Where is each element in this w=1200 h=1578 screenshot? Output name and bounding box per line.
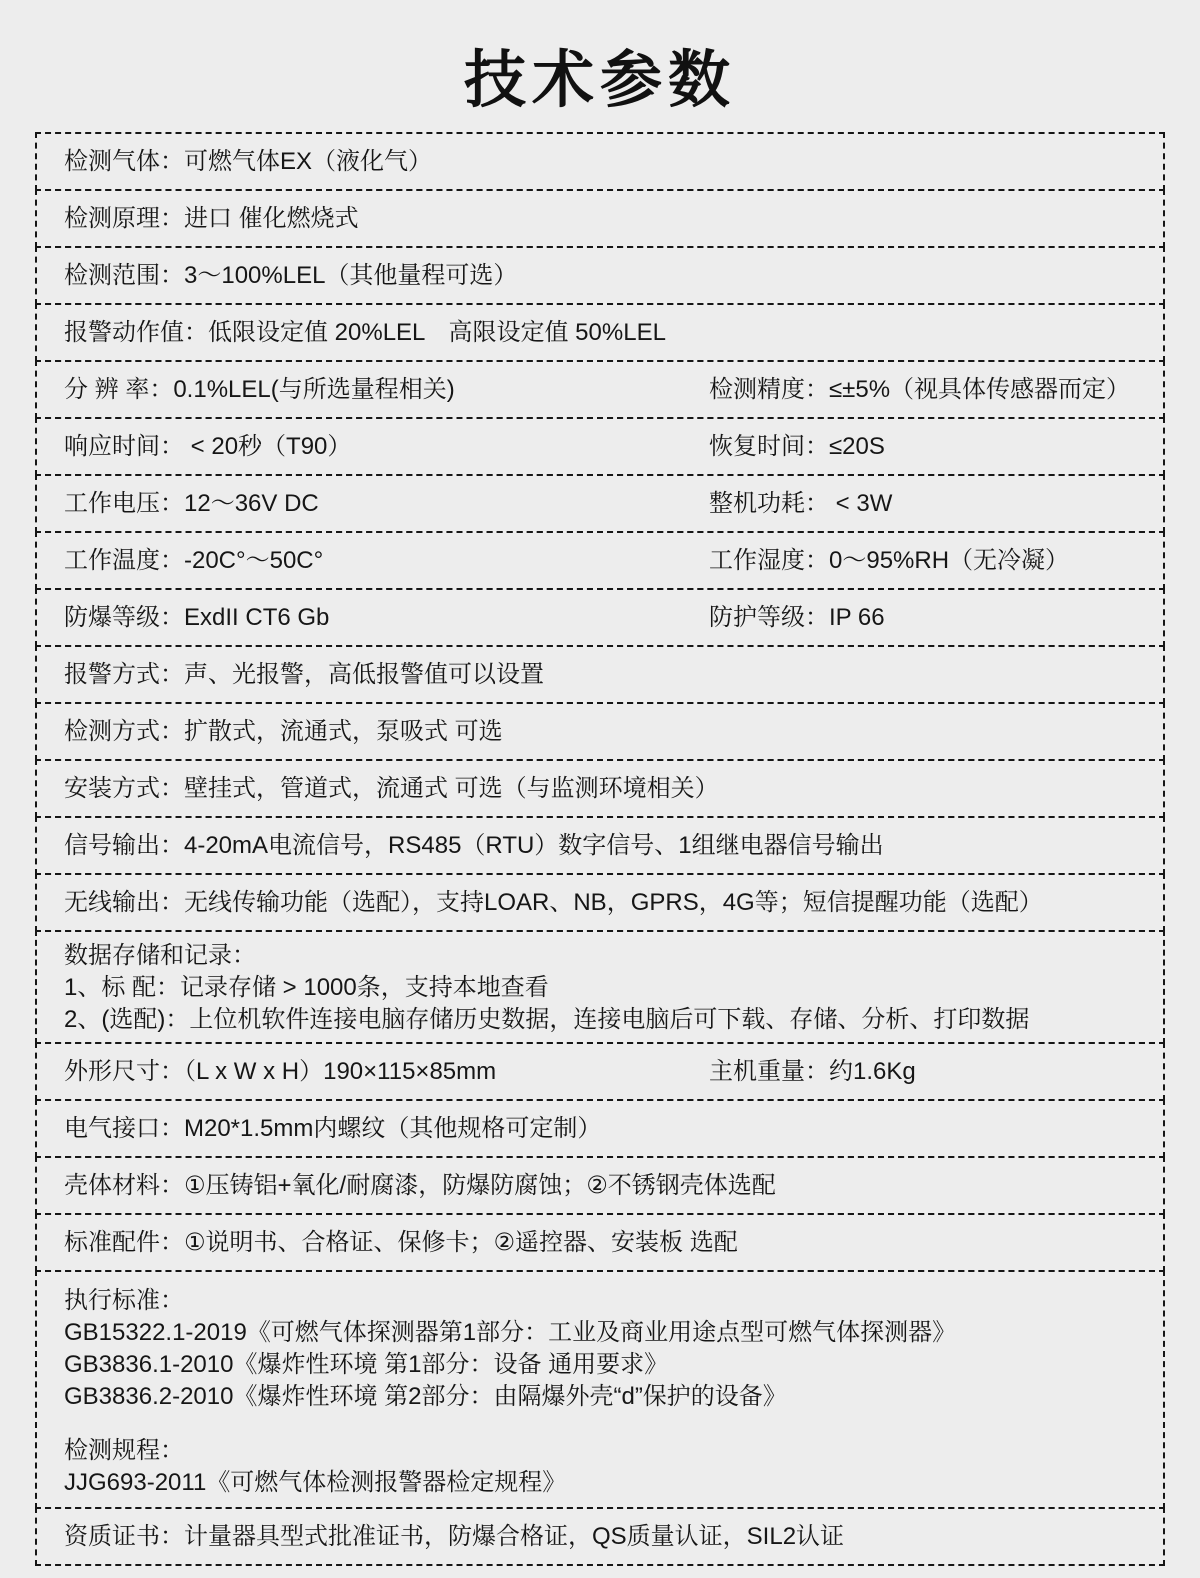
spec-row-alarm-setpoints	[35, 303, 1165, 362]
spec-text: 无线输出：无线传输功能（选配），支持LOAR、NB，GPRS，4G等；短信提醒功能（选配）	[64, 888, 1043, 916]
spec-row-signal-output	[35, 816, 1165, 875]
spec-text: 防护等级：IP 66	[709, 603, 885, 631]
spec-line: 数据存储和记录：	[64, 942, 256, 969]
spec-text: 壳体材料：①压铸铝+氧化/耐腐漆，防爆防腐蚀；②不锈钢壳体选配	[64, 1171, 776, 1199]
spec-row-wireless-output	[35, 873, 1165, 932]
spec-text: 报警方式：声、光报警，高低报警值可以设置	[64, 660, 544, 688]
spec-text: 外形尺寸：（L x W x H）190×115×85mm	[64, 1057, 497, 1085]
spec-text: 检测方式：扩散式，流通式，泵吸式 可选	[64, 717, 503, 745]
spec-text: 电气接口：M20*1.5mm内螺纹（其他规格可定制）	[64, 1114, 602, 1142]
spec-line: 检测规程：	[64, 1437, 184, 1464]
page-title: 技术参数	[463, 46, 736, 115]
spec-text: 标准配件：①说明书、合格证、保修卡；②遥控器、安装板 选配	[64, 1228, 738, 1256]
spec-row-detection-mode	[35, 702, 1165, 761]
spec-row-housing-material	[35, 1156, 1165, 1215]
spec-row-detected-gas	[35, 132, 1165, 191]
spec-text: 安装方式：壁挂式，管道式，流通式 可选（与监测环境相关）	[64, 774, 719, 802]
spec-row-response-recovery	[35, 417, 1165, 476]
spec-row-voltage-power	[35, 474, 1165, 533]
spec-row-electrical-interface	[35, 1099, 1165, 1158]
spec-row-installation-mode	[35, 759, 1165, 818]
spec-line: 1、标 配：记录存储 > 1000条，支持本地查看	[64, 974, 549, 1001]
spec-text: 恢复时间：≤20S	[709, 432, 885, 460]
spec-row-detection-principle	[35, 189, 1165, 248]
spec-text: 报警动作值：低限设定值 20%LEL 高限设定值 50%LEL	[64, 318, 666, 346]
spec-text: 资质证书：计量器具型式批准证书，防爆合格证，QS质量认证，SIL2认证	[64, 1522, 845, 1550]
spec-text: 工作温度：-20C°～50C°	[64, 546, 324, 574]
spec-line: GB3836.2-2010《爆炸性环境 第2部分：由隔爆外壳“d”保护的设备》	[64, 1383, 787, 1410]
spec-line: GB15322.1-2019《可燃气体探测器第1部分：工业及商业用途点型可燃气体探测器》	[64, 1319, 957, 1346]
spec-text: 分 辨 率：0.1%LEL(与所选量程相关)	[64, 375, 455, 403]
spec-row-temperature-humidity	[35, 531, 1165, 590]
spec-text: 响应时间： < 20秒（T90）	[64, 432, 352, 460]
spec-row-data-storage	[35, 930, 1165, 1044]
spec-text: 检测范围：3～100%LEL（其他量程可选）	[64, 261, 518, 289]
spec-line-spacer	[64, 1413, 1145, 1435]
spec-text: 检测精度：≤±5%（视具体传感器而定）	[709, 375, 1131, 403]
spec-text: 主机重量：约1.6Kg	[709, 1057, 916, 1085]
spec-text: 工作电压：12～36V DC	[64, 489, 319, 517]
spec-row-resolution-accuracy	[35, 360, 1165, 419]
spec-line: 执行标准：	[64, 1287, 184, 1314]
spec-text: 工作湿度：0～95%RH（无冷凝）	[709, 546, 1070, 574]
spec-text: 整机功耗： < 3W	[709, 489, 893, 517]
spec-row-dimensions-weight	[35, 1042, 1165, 1101]
spec-row-explosionproof-ip	[35, 588, 1165, 647]
spec-table	[35, 132, 1165, 1566]
spec-row-detection-range	[35, 246, 1165, 305]
spec-row-standards	[35, 1270, 1165, 1509]
spec-row-certificates	[35, 1507, 1165, 1566]
spec-text: 检测气体：可燃气体EX（液化气）	[64, 147, 433, 175]
spec-line: GB3836.1-2010《爆炸性环境 第1部分：设备 通用要求》	[64, 1351, 669, 1378]
spec-text: 防爆等级：ExdII CT6 Gb	[64, 603, 330, 631]
spec-text: 信号输出：4-20mA电流信号，RS485（RTU）数字信号、1组继电器信号输出	[64, 831, 884, 859]
spec-text: 检测原理：进口 催化燃烧式	[64, 204, 359, 232]
spec-row-alarm-mode	[35, 645, 1165, 704]
spec-line: JJG693-2011《可燃气体检测报警器检定规程》	[64, 1469, 567, 1496]
spec-line: 2、(选配)：上位机软件连接电脑存储历史数据，连接电脑后可下载、存储、分析、打印数据	[64, 1006, 1030, 1033]
spec-row-standard-accessories	[35, 1213, 1165, 1272]
